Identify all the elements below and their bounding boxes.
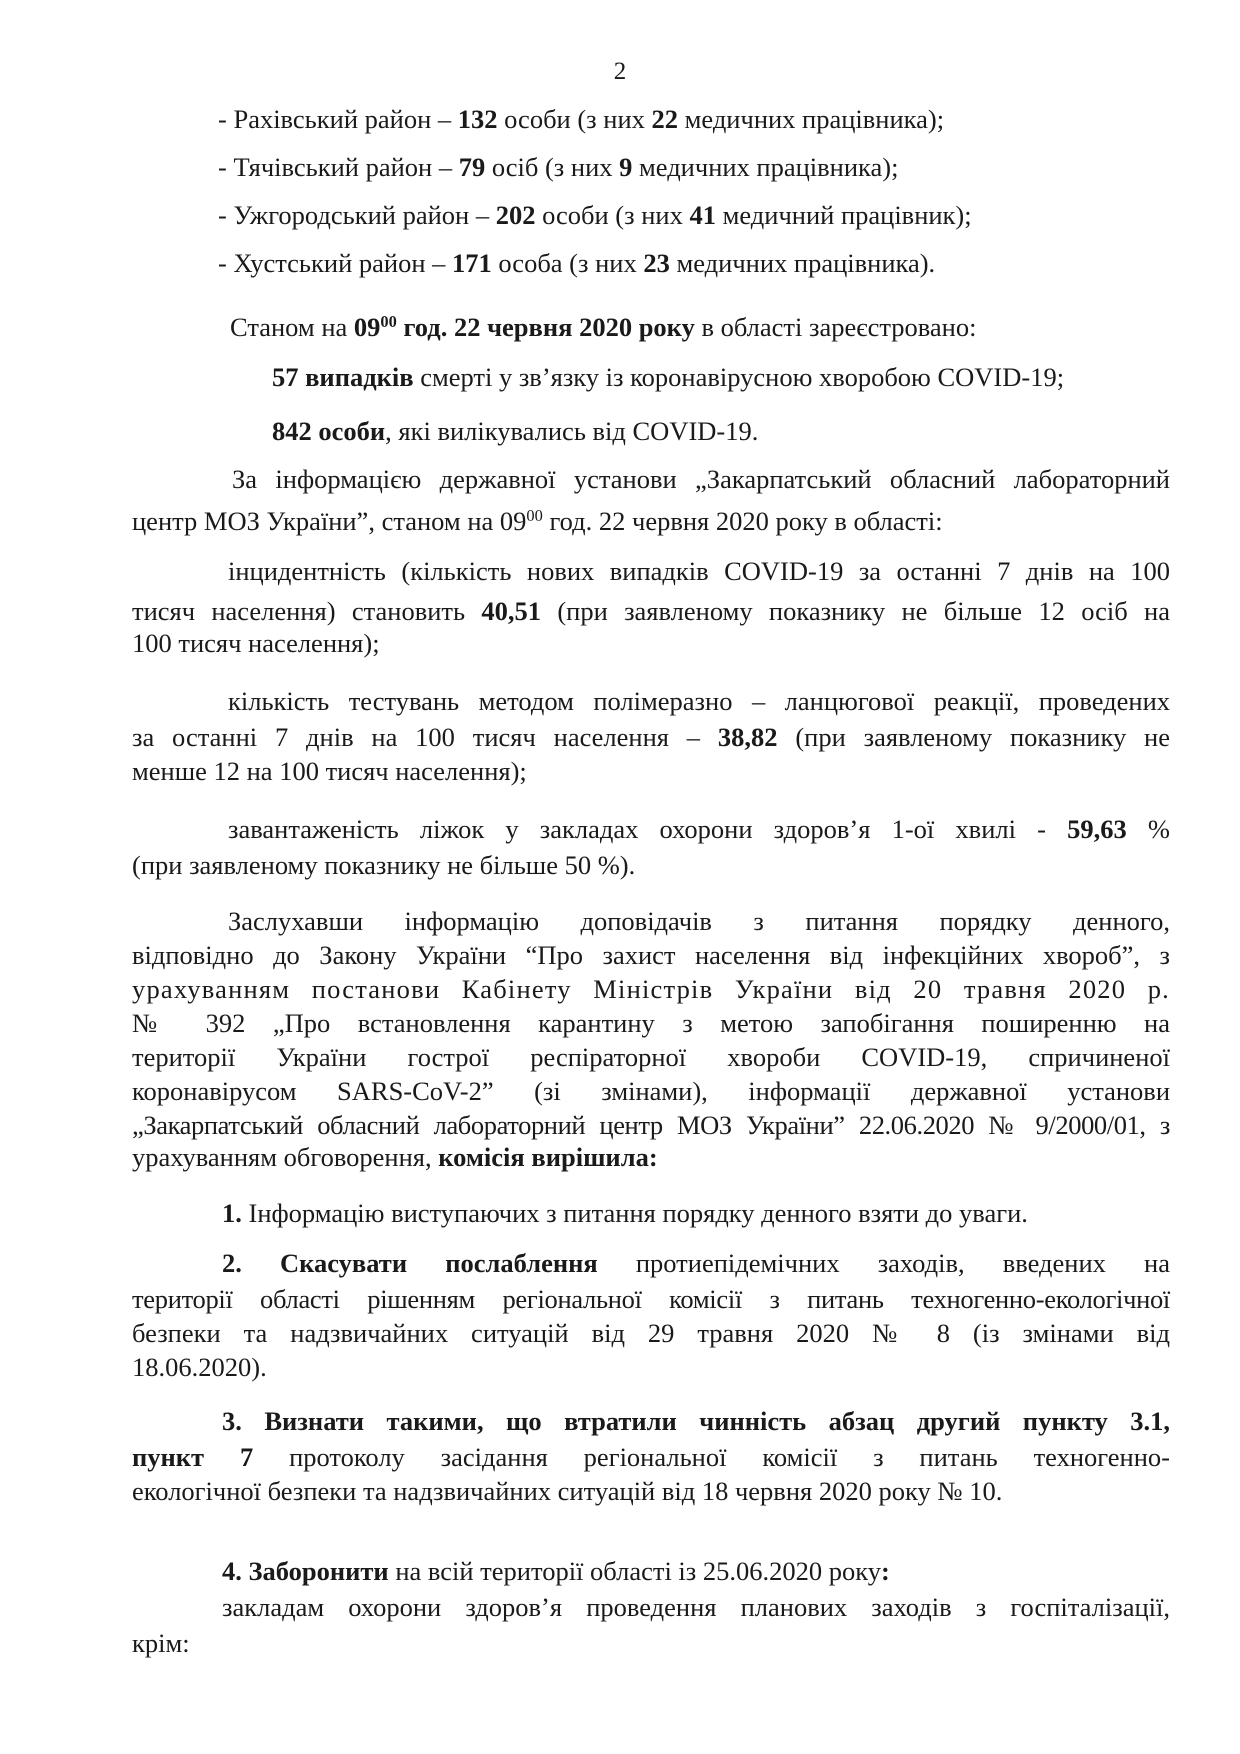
district-uzhhorod: - Ужгородський район – 202 особи (з них 41 медичний працівник); bbox=[218, 200, 972, 230]
item-2-line1: 2. Скасувати послаблення протиепідемічних заходів, введених на bbox=[222, 1248, 1170, 1278]
district-tiachiv: - Тячівський район – 79 осіб (з них 9 медичних працівника); bbox=[218, 152, 899, 182]
tests-line3: менше 12 на 100 тисяч населення); bbox=[132, 756, 527, 786]
lab-info-line2: центр МОЗ України”, станом на $09^{00}$ год. 22 червня 2020 року в області: bbox=[132, 505, 943, 536]
decision-line7: „Закарпатський обласний лабораторний центр МОЗ України” 22.06.2020 № 9/2000/01, з bbox=[132, 1110, 1170, 1140]
item-3-line1: 3. Визнати такими, що втратили чинність абзац другий пункту 3.1, bbox=[222, 1406, 1170, 1436]
incidence-line3: 100 тисяч населення); bbox=[132, 628, 380, 658]
item-4-line1: 4. Заборонити на всій території області із 25.06.2020 року: bbox=[222, 1556, 890, 1586]
tests-line2: за останні 7 днів на 100 тисяч населення – 38,82 (при заявленому показнику не bbox=[132, 722, 1170, 752]
recovered-line: 842 особи, які вилікувались від COVID-19. bbox=[272, 416, 759, 446]
page-number: 2 bbox=[613, 58, 627, 85]
decision-line1: Заслухавши інформацію доповідачів з питання порядку денного, bbox=[228, 906, 1170, 936]
item-4-line2: закладам охорони здоров’я проведення планових заходів з госпіталізації, bbox=[222, 1592, 1170, 1622]
item-2-line4: 18.06.2020). bbox=[132, 1352, 267, 1382]
deaths-line: 57 випадків смерті у зв’язку із коронавірусною хворобою COVID-19; bbox=[272, 362, 1065, 392]
item-4-line3: крім: bbox=[132, 1628, 190, 1658]
incidence-line1: інцидентність (кількість нових випадків COVID-19 за останні 7 днів на 100 bbox=[228, 556, 1170, 586]
decision-line5: території України гострої респіраторної хвороби COVID-19, спричиненої bbox=[132, 1042, 1170, 1072]
item-1: 1. Інформацію виступаючих з питання порядку денного взяти до уваги. bbox=[222, 1198, 1028, 1228]
item-2-line3: безпеки та надзвичайних ситуацій від 29 травня 2020 № 8 (із змінами від bbox=[132, 1318, 1170, 1348]
incidence-line2: тисяч населення) становить 40,51 (при заявленому показнику не більше 12 осіб на bbox=[132, 596, 1170, 626]
item-3-line3: екологічної безпеки та надзвичайних ситуацій від 18 червня 2020 року № 10. bbox=[132, 1476, 1003, 1506]
lab-info-line1: За інформацією державної установи „Закарпатський обласний лабораторний bbox=[232, 464, 1170, 494]
decision-line6: коронавірусом SARS-CoV-2” (зі змінами), інформації державної установи bbox=[132, 1076, 1170, 1106]
decision-line3: урахуванням постанови Кабінету Міністрів України від 20 травня 2020 р. bbox=[132, 974, 1170, 1004]
beds-line2: (при заявленому показнику не більше 50 %). bbox=[132, 850, 636, 880]
district-khust: - Хустський район – 171 особа (з них 23 медичних працівника). bbox=[218, 248, 936, 278]
item-2-line2: території області рішенням регіональної комісії з питань техногенно-екологічної bbox=[132, 1284, 1170, 1314]
item-3-line2: пункт 7 протоколу засідання регіональної комісії з питань техногенно- bbox=[132, 1442, 1170, 1472]
beds-line1: завантаженість ліжок у закладах охорони здоров’я 1-ої хвилі - 59,63 % bbox=[228, 814, 1170, 844]
decision-line8: урахуванням обговорення, комісія вирішила: bbox=[132, 1142, 658, 1172]
decision-line4: № 392 „Про встановлення карантину з метою запобігання поширенню на bbox=[132, 1008, 1170, 1038]
tests-line1: кількість тестувань методом полімеразно – ланцюгової реакції, проведених bbox=[228, 686, 1170, 716]
district-rakhiv: - Рахівський район – 132 особи (з них 22 медичних працівника); bbox=[218, 104, 945, 134]
decision-line2: відповідно до Закону України “Про захист населення від інфекційних хвороб”, з bbox=[132, 940, 1170, 970]
status-line: Станом на $09^{00}$ год. 22 червня 2020 року в області зареєстровано: bbox=[230, 311, 977, 342]
